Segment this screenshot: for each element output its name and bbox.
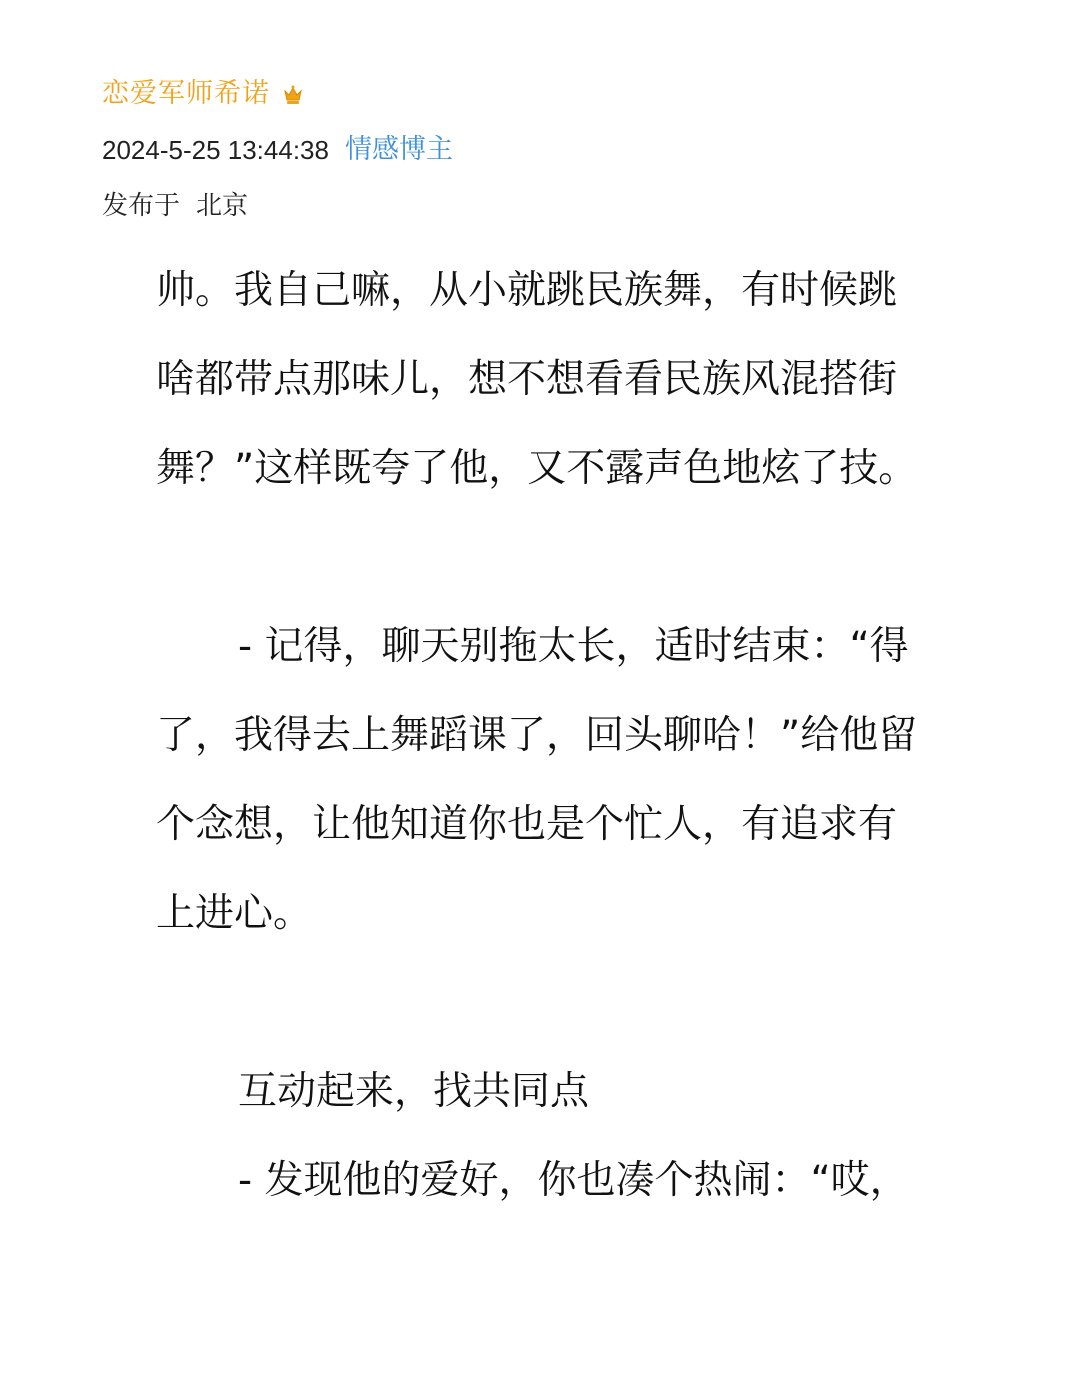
article-body <box>156 246 966 1225</box>
article-line: 舞？”这样既夸了他，又不露声色地炫了技。 <box>156 446 918 491</box>
author-role-tag[interactable]: 情感博主 <box>344 134 453 165</box>
article-line: - 发现他的爱好，你也凑个热闹：“哎， <box>238 1158 909 1203</box>
meta-row <box>102 130 453 170</box>
section-heading: 互动起来，找共同点 <box>238 1069 590 1114</box>
article-line: 了，我得去上舞蹈课了，回头聊哈！”给他留 <box>156 713 918 758</box>
paragraph-gap <box>156 513 966 602</box>
location-value: 北京 <box>196 191 249 221</box>
article-line: - 记得，聊天别拖太长，适时结束：“得 <box>238 624 909 669</box>
article-line: 个念想，让他知道你也是个忙人，有追求有 <box>156 802 898 847</box>
paragraph-gap <box>156 958 966 1047</box>
crown-icon <box>282 84 304 106</box>
location-row <box>102 186 248 226</box>
location-label: 发布于 <box>102 191 181 221</box>
article-line: 啥都带点那味儿，想不想看看民族风混搭街 <box>156 357 898 402</box>
article-line: 上进心。 <box>156 891 313 936</box>
author-name[interactable]: 恋爱军师希诺 <box>102 78 270 109</box>
author-row <box>102 74 304 114</box>
post-timestamp: 2024-5-25 13:44:38 <box>102 135 329 165</box>
article-line: 帅。我自己嘛，从小就跳民族舞，有时候跳 <box>156 268 898 313</box>
